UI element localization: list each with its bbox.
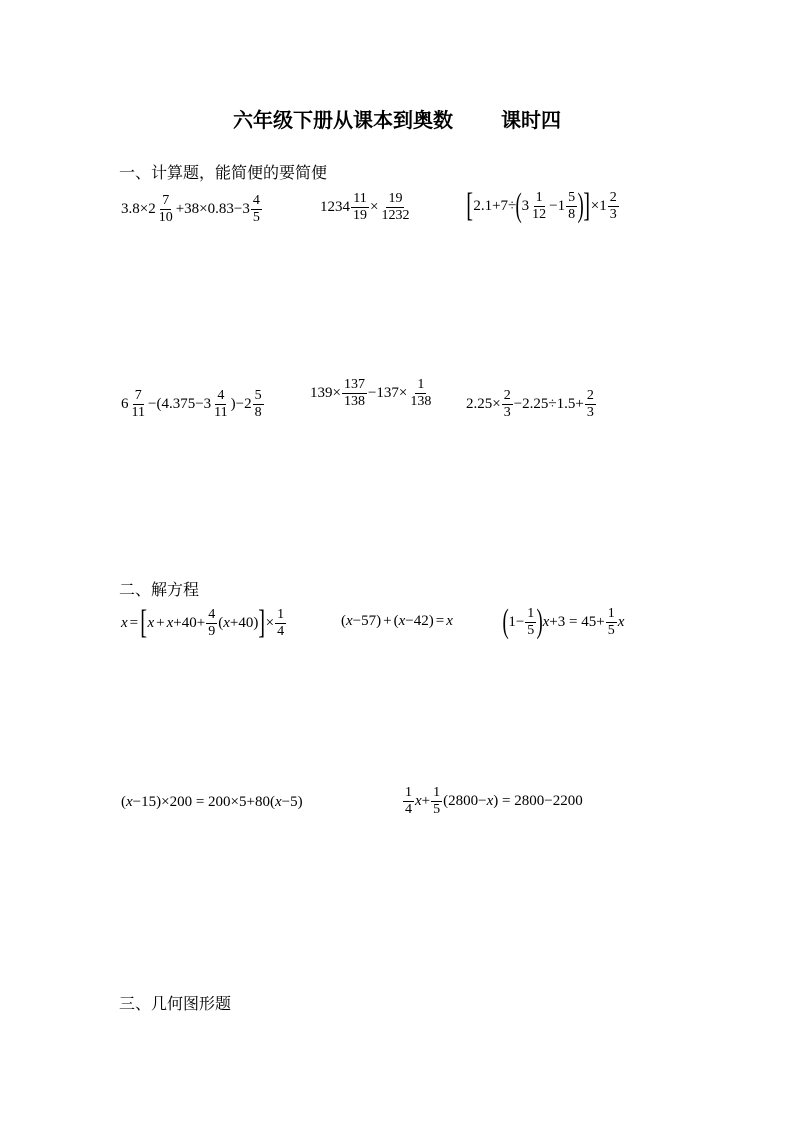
equation-2: ( x −57 ) + ( x −42 ) = x: [341, 613, 453, 629]
calc-expr-5: 139× $\frac{137}{138}$ −137× $\frac{1}{138}$: [310, 377, 432, 409]
equation-5: 1 4 x + $\frac{1}{5}$ (2800− x ) = 2800−2200: [405, 785, 583, 817]
page-title: [0, 104, 794, 133]
calc-expr-4: 6 7 11 −(4.375−3 4 11 )−2 5 8: [121, 388, 262, 420]
section-geometry: 三、几何图形题: [119, 994, 232, 1013]
section-equations: 二、解方程: [119, 580, 200, 599]
calc-expr-1: 3.8×2 7 10 +38×0.83−3 4 5: [121, 193, 260, 225]
section-calculation: 一、计算题，能简便的要简便: [119, 163, 328, 182]
calc-expr-2: 1234 $\frac{11}{19}$ × $\frac{19}{1232}$: [320, 191, 410, 223]
equation-1: x = [ x + x +40+ $\frac{4}{9}$ ( x +40) ] × $\frac{1}{4}$: [121, 604, 285, 641]
title-main: 六年级下册从课本到奥数: [233, 108, 453, 132]
equation-3: ( 1− $\frac{1}{5}$ ) x +3 = 45+ $\frac{1}{5}$ x: [502, 603, 625, 640]
equation-4: ( x −15 ) ×200 = 200×5+80( x −5): [121, 794, 303, 810]
title-lesson: 课时四: [501, 108, 561, 132]
calc-expr-6: 2.25× $\frac{2}{3}$ −2.25÷1.5+ $\frac{2}{3}$: [466, 388, 594, 420]
calc-expr-3: [ 2.1+7÷ ( 3 1 12 −1 5 8 ) ] ×1 2 3: [466, 187, 617, 224]
